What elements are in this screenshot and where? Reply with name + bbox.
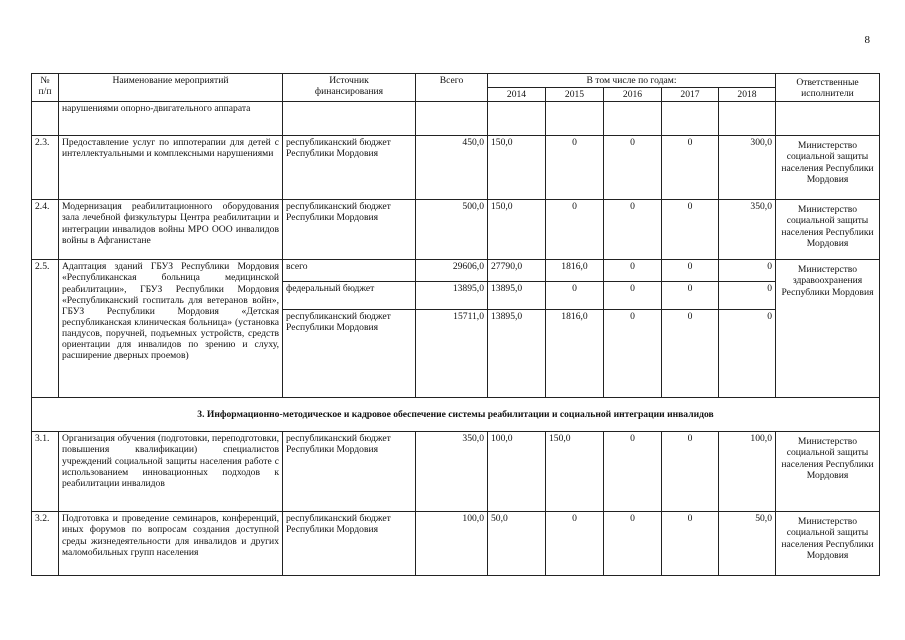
row-name: Организация обучения (подготовки, переподготовки, повышения квалификации) специалистов учреждений социальной защиты населения работе с использованием инновационных подходов к реабилитации инвалидов — [59, 432, 283, 512]
row-name: Подготовка и проведение семинаров, конференций, иных форумов по вопросам создания доступной среды жизнедеятельности для инвалидов и других маломобильных групп населения — [59, 512, 283, 576]
continuation-name: нарушениями опорно-двигательного аппарата — [59, 102, 283, 136]
row-2015: 1816,0 — [546, 310, 604, 398]
table-row — [32, 136, 880, 200]
row-2014: 50,0 — [488, 512, 546, 576]
header-year-2015: 2015 — [546, 88, 604, 102]
section-title-row — [32, 398, 880, 432]
row-responsible: Министерство социальной защиты населения Республики Мордовия — [776, 136, 880, 200]
row-total: 350,0 — [416, 432, 488, 512]
row-2016: 0 — [604, 260, 662, 282]
row-2017: 0 — [662, 260, 719, 282]
continuation-row — [32, 102, 880, 136]
row-total: 450,0 — [416, 136, 488, 200]
page-number: 8 — [864, 34, 870, 46]
row-2014: 13895,0 — [488, 282, 546, 310]
row-responsible: Министерство социальной защиты населения Республики Мордовия — [776, 200, 880, 260]
table-row — [32, 432, 880, 512]
row-source: республиканский бюджет Республики Мордовия — [283, 512, 416, 576]
row-total: 100,0 — [416, 512, 488, 576]
row-2014: 100,0 — [488, 432, 546, 512]
header-name: Наименование мероприятий — [59, 74, 283, 102]
row-name: Адаптация зданий ГБУЗ Республики Мордовия «Республиканская больница медицинской реабилитации», ГБУЗ Республики Мордовия «Республиканский госпиталь для ветеранов войн», ГБУЗ Республики Мордовия «Детская республиканская клиническая больница» (установка пандусов, поручней, подъемных устройств, средств ориентации для инвалидов по зрению и слуху, расширение дверных проемов) — [59, 260, 283, 398]
row-2014: 13895,0 — [488, 310, 546, 398]
row-2018: 50,0 — [719, 512, 776, 576]
row-2015: 0 — [546, 282, 604, 310]
row-responsible: Министерство социальной защиты населения Республики Мордовия — [776, 432, 880, 512]
row-num: 2.3. — [32, 136, 59, 200]
row-2014: 27790,0 — [488, 260, 546, 282]
row-2017: 0 — [662, 310, 719, 398]
row-num: 2.4. — [32, 200, 59, 260]
header-year-2016: 2016 — [604, 88, 662, 102]
header-responsible: Ответственные исполнители — [776, 74, 880, 102]
row-2014: 150,0 — [488, 200, 546, 260]
row-source: республиканский бюджет Республики Мордовия — [283, 136, 416, 200]
row-2018: 0 — [719, 260, 776, 282]
row-2018: 100,0 — [719, 432, 776, 512]
row-responsible: Министерство здравоохранения Республики Мордовия — [776, 260, 880, 398]
header-row — [32, 74, 880, 88]
row-2016: 0 — [604, 282, 662, 310]
row-source: всего — [283, 260, 416, 282]
row-num: 2.5. — [32, 260, 59, 398]
row-2014: 150,0 — [488, 136, 546, 200]
row-2016: 0 — [604, 432, 662, 512]
header-by-years: В том числе по годам: — [488, 74, 776, 88]
row-2016: 0 — [604, 200, 662, 260]
row-responsible: Министерство социальной защиты населения Республики Мордовия — [776, 512, 880, 576]
row-2016: 0 — [604, 512, 662, 576]
row-2018: 0 — [719, 282, 776, 310]
row-name: Модернизация реабилитационного оборудования зала лечебной физкультуры Центра реабилитации и интеграции инвалидов войны МРО ООО инвалидов войны в Афганистане — [59, 200, 283, 260]
row-2015: 150,0 — [546, 432, 604, 512]
row-2015: 0 — [546, 200, 604, 260]
row-2017: 0 — [662, 136, 719, 200]
header-year-2017: 2017 — [662, 88, 719, 102]
row-num: 3.2. — [32, 512, 59, 576]
row-2018: 0 — [719, 310, 776, 398]
table-row — [32, 512, 880, 576]
table-row — [32, 200, 880, 260]
row-total: 500,0 — [416, 200, 488, 260]
row-2018: 350,0 — [719, 200, 776, 260]
row-2018: 300,0 — [719, 136, 776, 200]
row-2016: 0 — [604, 310, 662, 398]
row-name: Предоставление услуг по иппотерапии для детей с интеллектуальными и комплексными нарушениями — [59, 136, 283, 200]
section-title: 3. Информационно-методическое и кадровое обеспечение системы реабилитации и социальной интеграции инвалидов — [32, 398, 880, 432]
row-total: 15711,0 — [416, 310, 488, 398]
row-source: республиканский бюджет Республики Мордовия — [283, 200, 416, 260]
row-2017: 0 — [662, 512, 719, 576]
header-num: № п/п — [32, 74, 59, 102]
row-2017: 0 — [662, 432, 719, 512]
row-total: 13895,0 — [416, 282, 488, 310]
table-row — [32, 260, 880, 282]
row-source: республиканский бюджет Республики Мордовия — [283, 310, 416, 398]
row-2015: 0 — [546, 136, 604, 200]
header-total: Всего — [416, 74, 488, 102]
row-source: федеральный бюджет — [283, 282, 416, 310]
row-2016: 0 — [604, 136, 662, 200]
row-2017: 0 — [662, 282, 719, 310]
row-num: 3.1. — [32, 432, 59, 512]
row-2015: 0 — [546, 512, 604, 576]
program-table — [31, 73, 880, 576]
header-year-2018: 2018 — [719, 88, 776, 102]
header-year-2014: 2014 — [488, 88, 546, 102]
row-2015: 1816,0 — [546, 260, 604, 282]
row-total: 29606,0 — [416, 260, 488, 282]
row-2017: 0 — [662, 200, 719, 260]
row-source: республиканский бюджет Республики Мордовия — [283, 432, 416, 512]
header-source: Источник финансирования — [283, 74, 416, 102]
